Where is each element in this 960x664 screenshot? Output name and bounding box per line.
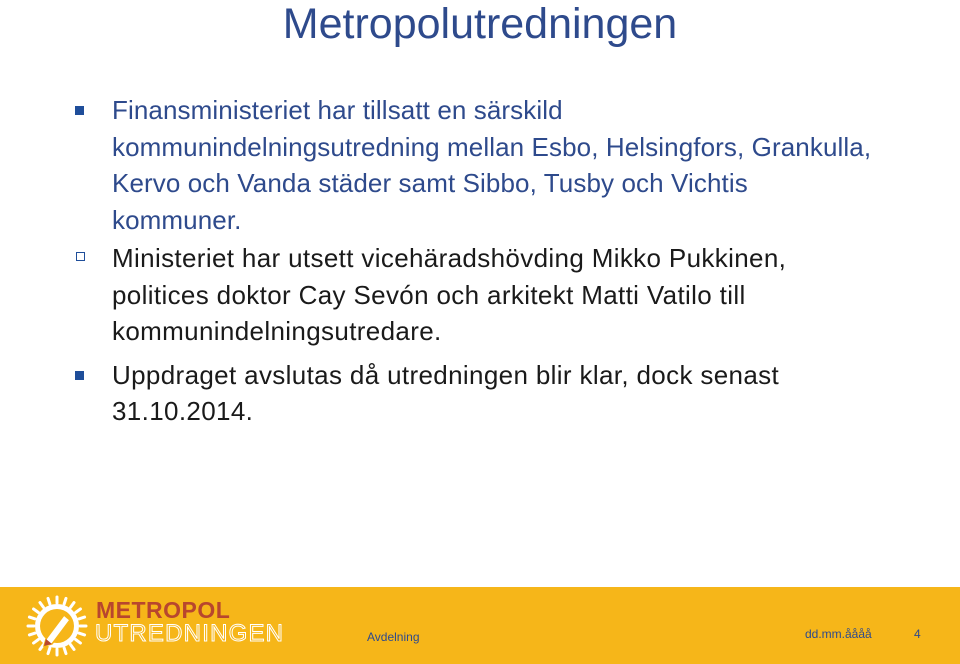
sun-ray: [79, 633, 85, 635]
sun-ray: [29, 617, 35, 619]
sun-ray: [79, 617, 85, 619]
logo-wordmark-line-2: UTREDNINGEN: [95, 620, 285, 647]
sun-ray: [29, 633, 35, 635]
bullet-text-3: Uppdraget avslutas då utredningen blir klar, dock senast 31.10.2014.: [112, 359, 780, 426]
logo-wordmark-line-1: METROPOL: [96, 597, 231, 623]
sun-ray: [76, 640, 81, 644]
sun-ray: [76, 609, 81, 613]
sun-ray: [48, 598, 50, 604]
sun-ray: [34, 609, 39, 613]
footer-date: dd.mm.åååå: [805, 627, 872, 641]
bullet-item-2: [0, 240, 882, 350]
footer-department: Avdelning: [367, 630, 420, 644]
square-bullet-icon: [75, 106, 84, 115]
sun-pencil-logo-icon: [26, 595, 88, 657]
square-bullet-icon: [75, 371, 84, 380]
footer-page-number: 4: [914, 627, 921, 641]
sun-ray: [34, 640, 39, 644]
bullet-list: [0, 92, 960, 430]
sun-ray: [40, 603, 44, 608]
bullet-item-1: [0, 92, 882, 238]
sun-ray: [71, 603, 75, 608]
sun-ray: [64, 598, 66, 604]
square-bullet-icon: [76, 252, 85, 261]
sun-ray: [64, 648, 66, 654]
bullet-text-2: Ministeriet har utsett vicehäradshövding Mikko Pukkinen, politices doktor Cay Sevón och arkitekt Matti Vatilo till kommunindelningsutredare.: [112, 243, 787, 346]
sun-ray: [48, 648, 50, 654]
sun-ray: [71, 645, 75, 650]
slide-title: Metropolutredningen: [282, 0, 678, 48]
bullet-item-3: [0, 357, 882, 430]
bullet-text-1: Finansministeriet har tillsatt en särskild kommunindelningsutredning mellan Esbo, Helsingfors, Grankulla, Kervo och Vanda städer samt Sibbo, Tusby och Vichtis kommuner.: [112, 95, 872, 235]
